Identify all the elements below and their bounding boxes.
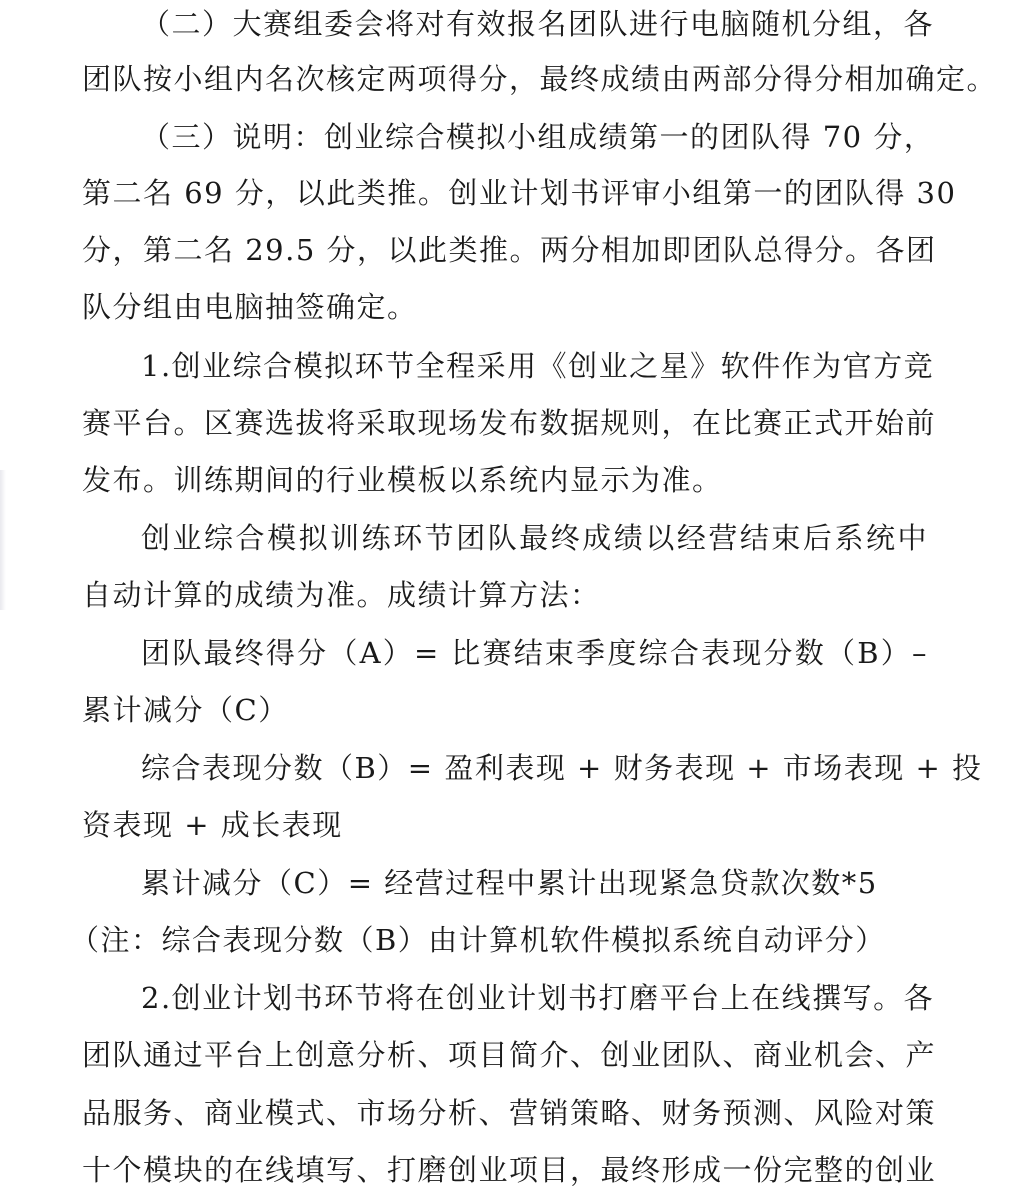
page-edge-shadow [0,470,6,610]
formula-line: 资表现 + 成长表现 [82,808,343,842]
paragraph-line: 团队按小组内名次核定两项得分，最终成绩由两部分得分相加确定。 [82,62,998,96]
paragraph-line: （二）大赛组委会将对有效报名团队进行电脑随机分组，各 [141,7,935,41]
formula-line: 团队最终得分（A）= 比赛结束季度综合表现分数（B）– [141,636,928,670]
paragraph-line: （三）说明：创业综合模拟小组成绩第一的团队得 70 分， [141,120,935,154]
formula-line: 累计减分（C） [82,693,289,727]
paragraph-line: 团队通过平台上创意分析、项目简介、创业团队、商业机会、产 [82,1038,937,1072]
paragraph-line: 1.创业综合模拟环节全程采用《创业之星》软件作为官方竞 [141,349,935,383]
paragraph-line: 分，第二名 29.5 分，以此类推。两分相加即团队总得分。各团 [82,233,937,267]
formula-line: 累计减分（C）= 经营过程中累计出现紧急贷款次数*5 [141,866,878,900]
paragraph-line: 队分组由电脑抽签确定。 [82,290,418,324]
formula-line: 综合表现分数（B）= 盈利表现 + 财务表现 + 市场表现 + 投 [141,751,983,785]
note-line: （注：综合表现分数（B）由计算机软件模拟系统自动评分） [70,923,886,957]
paragraph-line: 品服务、商业模式、市场分析、营销策略、财务预测、风险对策 [82,1096,937,1130]
paragraph-line: 2.创业计划书环节将在创业计划书打磨平台上在线撰写。各 [141,981,935,1015]
paragraph-line: 创业综合模拟训练环节团队最终成绩以经营结束后系统中 [141,521,928,555]
paragraph-line: 十个模块的在线填写、打磨创业项目，最终形成一份完整的创业 [82,1153,937,1187]
paragraph-line: 第二名 69 分，以此类推。创业计划书评审小组第一的团队得 30 [82,176,957,210]
paragraph-line: 发布。训练期间的行业模板以系统内显示为准。 [82,463,723,497]
paragraph-line: 赛平台。区赛选拔将采取现场发布数据规则，在比赛正式开始前 [82,406,937,440]
paragraph-line: 自动计算的成绩为准。成绩计算方法： [82,578,601,612]
